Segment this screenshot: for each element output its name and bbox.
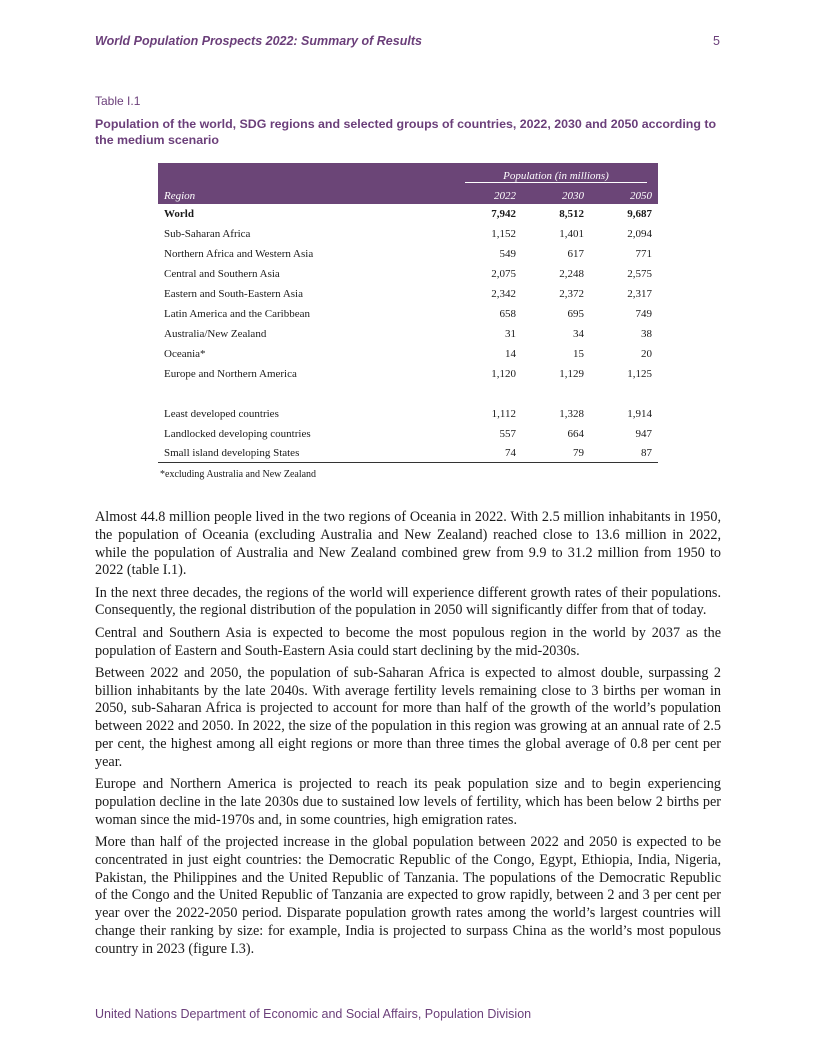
row-region: Latin America and the Caribbean [164,308,310,320]
paragraph: Between 2022 and 2050, the population of sub-Saharan Africa is expected to almost double, surpassing 2 billion inhabitants by the late 2040s. With average fertility levels remaining close to 3 births per woman in 2050, sub-Saharan Africa is projected to account for more than half of the growth of the world’s population between 2022 and 2050. In 2022, the size of the population in this region was growing at an annual rate of 2.5 per cent, the highest among all eight regions or more than three times the global average of 0.8 per cent per year. [95,664,721,770]
page-number: 5 [713,34,720,48]
page-footer: United Nations Department of Economic and Social Affairs, Population Division [95,1007,532,1021]
paragraph: Europe and Northern America is projected to reach its peak population size and to begin experiencing population decline in the late 2030s due to sustained low levels of fertility, which has been below 2 births per woman since the mid-1970s and, in some countries, high emigration rates. [95,776,721,828]
row-value-2050: 9,687 [627,208,652,220]
row-value-2050: 947 [635,428,652,440]
table-row [158,224,658,244]
paragraph: In the next three decades, the regions of the world will experience different growth rates of their populations. Consequently, the regional distribution of the population in 2050 will significantly differ from that of today. [95,584,721,619]
row-value-2022: 2,342 [491,288,516,300]
row-value-2022: 549 [499,248,516,260]
row-value-2050: 1,914 [627,408,652,420]
row-value-2030: 695 [567,308,584,320]
row-value-2022: 658 [499,308,516,320]
row-value-2022: 1,152 [491,228,516,240]
year-2030-header: 2030 [522,183,590,204]
row-value-2030: 2,248 [559,268,584,280]
header-blank [158,163,454,183]
row-region: Australia/New Zealand [164,328,267,340]
table-label: Table I.1 [95,94,141,108]
table-row [158,264,658,284]
row-value-2030: 34 [573,328,584,340]
row-region: Landlocked developing countries [164,428,311,440]
row-value-2050: 1,125 [627,368,652,380]
table-row [158,424,658,444]
row-value-2022: 14 [505,348,516,360]
row-region: Least developed countries [164,408,279,420]
body-text [95,509,721,963]
table-row [158,404,658,424]
row-value-2050: 38 [641,328,652,340]
row-region: Northern Africa and Western Asia [164,248,314,260]
row-region: Eastern and South-Eastern Asia [164,288,303,300]
running-header-title: World Population Prospects 2022: Summary of Results [95,34,422,48]
row-value-2030: 8,512 [559,208,584,220]
row-value-2050: 87 [590,444,658,463]
row-region: Europe and Northern America [164,368,297,380]
row-value-2030: 664 [567,428,584,440]
row-region: Sub-Saharan Africa [164,228,251,240]
row-region: Oceania* [164,348,206,360]
row-value-2030: 2,372 [559,288,584,300]
table-row [158,444,658,463]
row-value-2022: 74 [454,444,522,463]
table-row [158,284,658,304]
paragraph: More than half of the projected increase in the global population between 2022 and 2050 is expected to be concentrated in just eight countries: the Democratic Republic of the Congo, Egypt, Ethiopia, India, Nigeria, Pakistan, the Philippines and the United Republic of Tanzania. The populations of the Democratic Republic of the Congo and the United Republic of Tanzania are expected to grow rapidly, between 2 and 3 per cent per year over the 2022-2050 period. Disparate population growth rates among the world’s largest countries will change their ranking by size: for example, India is projected to surpass China as the world’s most populous country in 2023 (figure I.3). [95,834,721,957]
row-value-2050: 2,317 [627,288,652,300]
population-group-header: Population (in millions) [454,163,658,183]
population-table [158,163,658,463]
table-title: Population of the world, SDG regions and selected groups of countries, 2022, 2030 and 2050 according to the medium scenario [95,117,717,147]
row-value-2030: 15 [573,348,584,360]
paragraph: Almost 44.8 million people lived in the two regions of Oceania in 2022. With 2.5 million inhabitants in 1950, the population of Oceania (excluding Australia and New Zealand) reached close to 13.6 million in 2022, while the population of Australia and New Zealand combined grew from 9.9 to 31.2 million from 1950 to 2022 (table I.1). [95,509,721,579]
year-2022-header: 2022 [454,183,522,204]
row-value-2050: 20 [641,348,652,360]
table-row [158,324,658,344]
year-2050-header: 2050 [590,183,658,204]
row-value-2022: 2,075 [491,268,516,280]
row-value-2022: 7,942 [491,208,516,220]
row-value-2022: 31 [505,328,516,340]
row-value-2050: 2,575 [627,268,652,280]
table-row [158,304,658,324]
row-value-2050: 2,094 [627,228,652,240]
row-value-2022: 1,120 [491,368,516,380]
row-value-2050: 771 [635,248,652,260]
region-column-header: Region [158,183,454,204]
row-value-2022: 557 [499,428,516,440]
table-row [158,344,658,364]
row-value-2030: 1,328 [559,408,584,420]
table-row [158,364,658,384]
row-value-2022: 1,112 [491,408,516,420]
row-region: World [164,208,194,220]
row-region: Small island developing States [158,444,454,463]
table-footnote: *excluding Australia and New Zealand [160,469,317,480]
table-row [158,204,658,224]
row-value-2030: 79 [522,444,590,463]
row-value-2030: 1,401 [559,228,584,240]
paragraph: Central and Southern Asia is expected to become the most populous region in the world by 2037 as the population of Eastern and South-Eastern Asia could start declining by the mid-2030s. [95,624,721,659]
row-region: Central and Southern Asia [164,268,280,280]
table-row [158,244,658,264]
row-value-2050: 749 [635,308,652,320]
table-spacer-row [158,384,658,404]
row-value-2030: 1,129 [559,368,584,380]
row-value-2030: 617 [567,248,584,260]
